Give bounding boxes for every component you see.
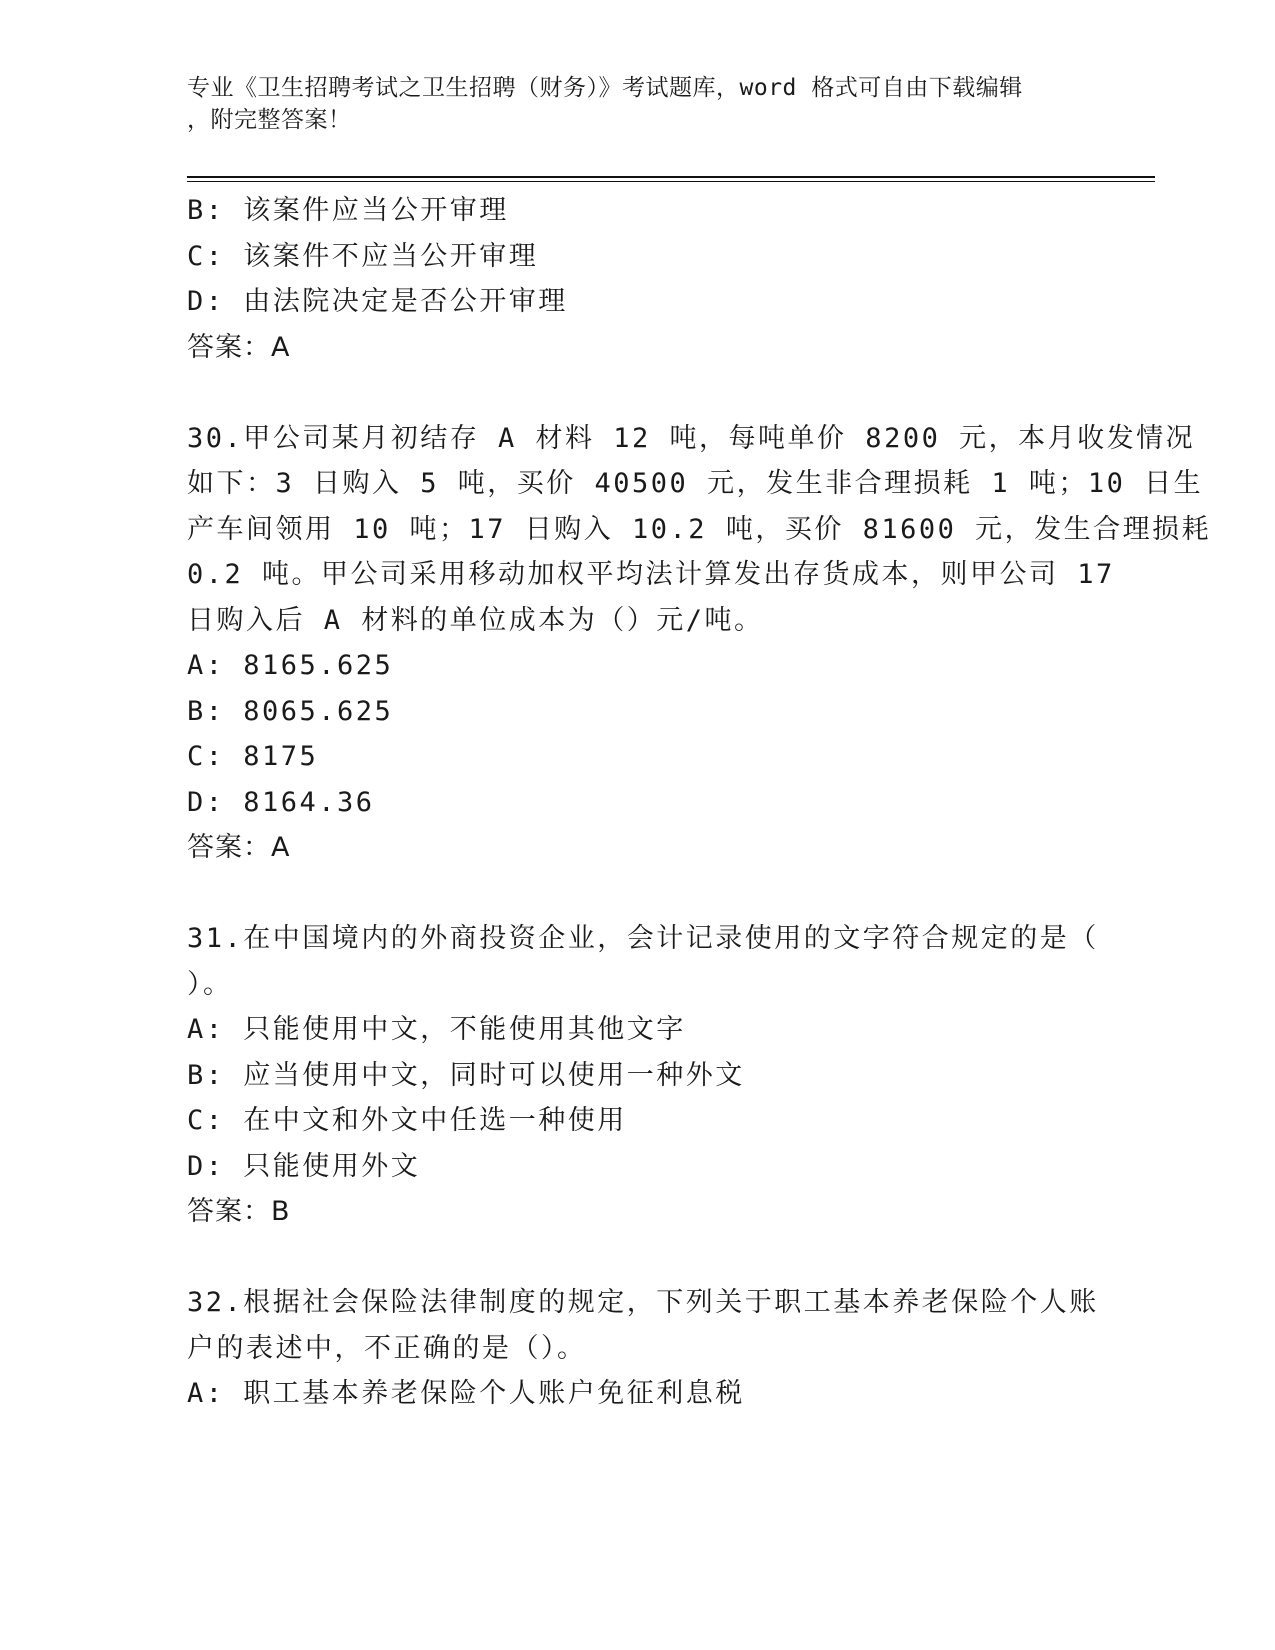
question-stem-line: 0.2 吨。甲公司采用移动加权平均法计算发出存货成本，则甲公司 17 <box>187 559 1115 590</box>
answer: 答案：A <box>187 832 291 863</box>
option-d: D: 8164.36 <box>187 786 375 818</box>
question-32 <box>187 1280 1099 1417</box>
option-c: C: 该案件不应当公开审理 <box>187 240 539 272</box>
option-c: C: 8175 <box>187 741 319 772</box>
option-b: B: 该案件应当公开审理 <box>187 195 509 226</box>
question-stem-line: 32.根据社会保险法律制度的规定，下列关于职工基本养老保险个人账 <box>187 1287 1099 1318</box>
question-30 <box>187 416 1212 871</box>
question-stem-line: ）。 <box>187 968 233 1000</box>
option-b: B: 8065.625 <box>187 695 394 727</box>
answer: 答案：A <box>187 331 291 363</box>
question-list <box>187 188 1212 1417</box>
header-line-1: 专业《卫生招聘考试之卫生招聘（财务）》考试题库，word 格式可自由下载编辑 <box>187 75 1023 101</box>
question-stem-line: 户的表述中，不正确的是（）。 <box>187 1332 587 1364</box>
option-a: A: 只能使用中文，不能使用其他文字 <box>187 1014 686 1045</box>
question-stem-line: 31.在中国境内的外商投资企业，会计记录使用的文字符合规定的是（ <box>187 923 1099 954</box>
option-d: D: 由法院决定是否公开审理 <box>187 286 568 317</box>
spacer <box>187 1235 1087 1281</box>
question-stem-line: 日购入后 A 材料的单位成本为（）元/吨。 <box>187 604 764 636</box>
option-a: A: 职工基本养老保险个人账户免征利息税 <box>187 1378 745 1409</box>
question-stem-line: 30.甲公司某月初结存 A 材料 12 吨，每吨单价 8200 元，本月收发情况 <box>187 422 1196 454</box>
option-b: B: 应当使用中文，同时可以使用一种外文 <box>187 1059 745 1091</box>
option-c: C: 在中文和外文中任选一种使用 <box>187 1105 627 1136</box>
question-29-tail <box>187 188 1087 370</box>
question-stem-line: 产车间领用 10 吨；17 日购入 10.2 吨，买价 81600 元，发生合理损耗 <box>187 513 1212 545</box>
question-31 <box>187 916 1099 1235</box>
document-header <box>187 72 1067 136</box>
option-d: D: 只能使用外文 <box>187 1150 421 1182</box>
header-line-2: ，附完整答案！ <box>187 107 352 133</box>
spacer <box>187 370 1087 416</box>
header-rule-thin <box>187 181 1155 182</box>
header-rule-thick <box>187 176 1155 178</box>
question-stem-line: 如下：3 日购入 5 吨，买价 40500 元，发生非合理损耗 1 吨；10 日生 <box>187 468 1204 499</box>
answer: 答案：B <box>187 1196 291 1227</box>
option-a: A: 8165.625 <box>187 650 394 681</box>
spacer <box>187 871 1087 917</box>
